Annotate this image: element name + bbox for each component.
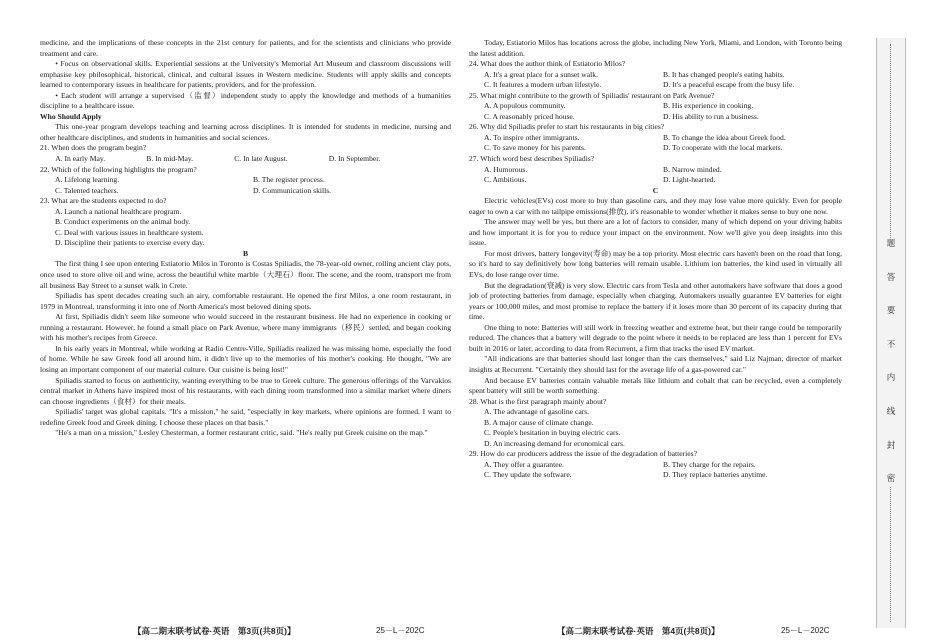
option-24b: B. It has changed people's eating habits. [663,69,785,79]
right-footer-code: 25－L－202C [781,626,830,635]
question-26: 26. Why did Spiliadis prefer to start his restaurants in big cities? [469,122,665,132]
question-25-options [469,101,842,122]
binding-margin [876,38,906,628]
option-21d: D. In September. [328,154,381,164]
option-23b: B. Conduct experiments on the animal body. [55,217,191,227]
option-27a: A. Humorous. [484,164,528,174]
passage-c-paragraph-7: And because EV batteries contain valuable metals like lithium and cobalt that can be recycled, even a completely spent battery will still be worth something. [469,375,842,396]
question-28: 28. What is the first paragraph mainly about? [469,396,607,406]
left-footer: 【高二期末联考试卷·英语 第3页(共8页)】 [133,626,296,636]
option-22b: B. The register process. [253,175,325,185]
option-24a: A. It's a great place for a sunset walk. [484,69,598,79]
question-29: 29. How do car producers address the issue of the degradation of batteries? [469,449,697,459]
option-27c: C. Ambitious. [484,175,527,185]
option-24d: D. It's a peaceful escape from the busy life. [663,80,795,90]
seal-char: 封 [886,440,896,451]
option-25a: A. A populous community. [484,101,566,111]
option-21a: A. In early May. [55,154,106,164]
option-24c: C. It features a modern urban lifestyle. [484,80,602,90]
option-29b: B. They charge for the repairs. [663,459,756,469]
option-29c: C. They update the software. [484,470,572,480]
seal-char: 内 [886,373,896,384]
option-22c: C. Talented teachers. [55,185,119,195]
option-23d: D. Discipline their patients to exercise every day. [55,238,205,248]
option-26c: C. To save money for his parents. [484,143,586,153]
option-28d: D. An increasing demand for economical cars. [484,438,625,448]
question-21: 21. When does the program begin? [40,143,147,153]
seal-text [882,238,900,487]
passage-c-paragraph-4: But the degradation(衰减) is very slow. Electric cars from Tesla and other automakers have software that does a good job of protecting batteries from damage, especially when charging. Automakers usually guarantee EV batteries for eight years or 100,000 miles, and most promise to replace the battery if it loses more than 30 percent of its capacity during that time. [469,280,842,322]
option-23c: C. Deal with various issues in healthcare system. [55,227,204,237]
option-25c: C. A reasonably priced house. [484,111,575,121]
option-23a: A. Launch a national healthcare program. [55,206,182,216]
question-23: 23. What are the students expected to do? [40,196,167,206]
seal-char: 答 [886,272,896,283]
seal-char: 线 [886,406,896,417]
section-c-heading: C [652,185,659,195]
left-paragraph-who: This one-year program develops teaching and learning across disciplines. It is intended for students in medicine, nursing and other healthcare disciplines, and students in humanities and social sciences. [40,122,451,142]
seal-char: 密 [886,474,896,485]
left-bullet-observational: • Focus on observational skills. Experiential sessions at the University's Memorial Art Museum and classroom discussions will emphasise key philosophical, historical, clinical, and cultural issues in Western medicine. Students will apply skills and concepts learned to contemporary issues in healthcare for patients, providers, and for the profession. [40,59,451,90]
option-28b: B. A major cause of climate change. [484,417,594,427]
option-22d: D. Communication skills. [253,185,332,195]
question-24: 24. What does the author think of Estiatorio Milos? [469,59,626,69]
passage-b-paragraph-3: At first, Spiliadis didn't seem like someone who would succeed in the restaurant business. He had no experience in cooking or running a restaurant. However, he found a small place on Park Avenue, where many immigrants（移民）settled, and began cooking with his mother's recipes from Greece. [40,312,451,343]
option-27b: B. Narrow minded. [663,164,722,174]
passage-b-paragraph-5: Spiliadis started to focus on authenticity, wanting everything to be true to Greek culture. The generous offerings of the Varvakios central market in Athens have inspired most of his restaurants, with each dining room transformed into a similar market where diners can choose ingredients（食材）for their meals. [40,375,451,406]
option-25d: D. His ability to run a business. [663,111,759,121]
option-22a: A. Lifelong learning. [55,175,120,185]
left-footer-code: 25－L－202C [376,626,425,635]
question-27-options [469,165,842,186]
passage-c-paragraph-1: Electric vehicles(EVs) cost more to buy than gasoline cars, and they may lose value more quickly. Even for people eager to own a car with no tailpipe emissions(排放), it's reasonable to wonder whether it makes sense to buy one now. [469,196,842,216]
question-22: 22. Which of the following highlights the program? [40,164,197,174]
option-28a: A. The advantage of gasoline cars. [484,407,590,417]
option-29d: D. They replace batteries anytime. [663,470,768,480]
question-25: 25. What might contribute to the growth of Spiliadis' restaurant on Park Avenue? [469,90,715,100]
passage-b-paragraph-8: Today, Estiatorio Milos has locations across the globe, including New York, Miami, and London, with Toronto being the latest addition. [469,38,842,58]
passage-c-paragraph-6: "All indications are that batteries should last longer than the cars themselves," said Liz Najman, director of market insights at Recurrent. "Certainly they should last for the average life of a gas-powered car." [469,354,842,374]
question-28-options [469,407,842,449]
right-footer: 【高二期末联考试卷·英语 第4页(共8页)】 [557,626,720,636]
option-26a: A. To inspire other immigrants. [484,132,580,142]
seal-char: 题 [886,239,896,249]
left-paragraph-1: medicine, and the implications of these concepts in the 21st century for patients, and for the scientists and clinicians who provide treatment and care. [40,38,451,58]
option-25b: B. His experience in cooking. [663,101,754,111]
option-26b: B. To change the idea about Greek food. [663,132,786,142]
option-21b: B. In mid-May. [146,154,194,164]
passage-b-paragraph-6: Spiliadis' target was global capitals. "It's a mission," he said, "especially in key markets, where opinions are formed. I want to redefine Greek food and Greek dining. I choose these places on that basis." [40,407,451,427]
left-page [40,38,451,439]
passage-c-paragraph-3: For most drivers, battery longevity(寿命) may be a top priority. Most electric cars haven't been on the road that long, so it's hard to say definitively how long batteries will remain usable. Lithium ion batteries, the kind used in virtually all EVs, do lose range over time. [469,248,842,280]
option-26d: D. To cooperate with the local markets. [663,143,783,153]
question-27: 27. Which word best describes Spiliadis? [469,154,595,164]
seal-char: 要 [886,306,896,317]
passage-b-paragraph-1: The first thing I see upon entering Estiatorio Milos in Toronto is Costas Spiliadis, the 78-year-old owner, rolling ancient clay pots, once used to store olive oil and wine, across the beautiful white marble（大理石）floor. The scene, and the room, transport me from all business Bay Street to a sunset walk in Crete. [40,259,451,290]
left-bullet-independent-study: • Each student will arrange a supervised（监督）independent study to apply the knowledge and methods of a humanities discipline to a healthcare issue. [40,90,451,111]
option-29a: A. They offer a guarantee. [484,459,564,469]
option-28c: C. People's hesitation in buying electric cars. [484,428,621,438]
passage-b-paragraph-2: Spiliadis has spent decades creating such an airy, comfortable restaurant. He opened the first Milos, a one room restaurant, in 1979 in Montreal, transforming it into one of North America's most beloved dining spots. [40,291,451,311]
option-21c: C. In late August. [234,154,288,164]
option-27d: D. Light-hearted. [663,175,716,185]
question-22-options [40,175,451,196]
seal-char: 不 [886,339,896,350]
question-21-options [40,154,451,165]
question-29-options [469,460,842,481]
passage-b-paragraph-4: In his early years in Montreal, while working at Radio Centre-Ville, Spiliadis realized he was missing home, especially the food of home. While he saw Greek food all around him, it didn't live up to the memories of his mother's cooking. He thought, "We are losing an important component of our material culture. Our cuisine is being lost!" [40,343,451,374]
heading-who-should-apply: Who Should Apply [40,111,102,121]
question-23-options [40,207,451,249]
section-b-heading: B [242,248,249,258]
passage-c-paragraph-2: The answer may well be yes, but there are a lot of factors to consider, many of which depend on your driving habits and how important it is for you to reduce your impact on the environment. Now we'll give you deep insights into this issue. [469,217,842,248]
passage-b-paragraph-7: "He's a man on a mission," Lesley Chesterman, a former restaurant critic, said. "He's really put Greek cuisine on the map." [55,428,428,438]
passage-c-paragraph-5: One thing to note: Batteries will still work in freezing weather and extreme heat, but their range could be temporarily reduced. The chances that a battery will degrade to the point where it needs to be replaced are less than 1 percent for EVs built in 2016 or later, according to data from Recurrent, a firm that tracks the used EV market. [469,322,842,353]
question-26-options [469,133,842,154]
question-24-options [469,70,842,91]
right-page [469,38,842,481]
